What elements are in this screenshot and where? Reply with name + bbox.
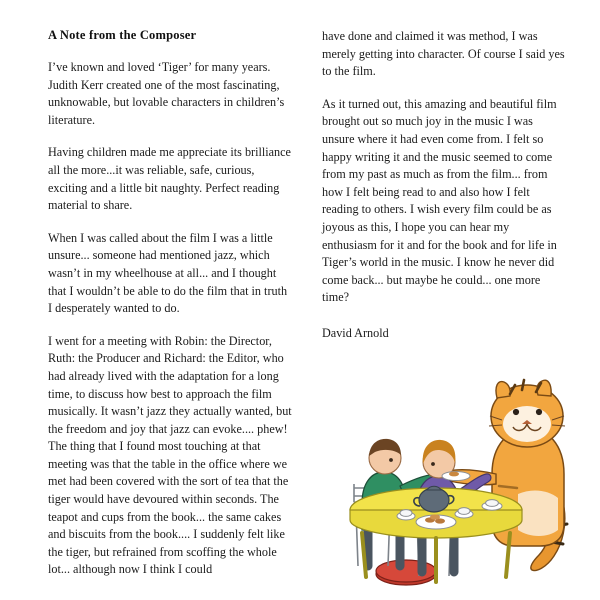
paragraph: I’ve known and loved ‘Tiger’ for many years. Judith Kerr created one of the most fascinating, unknowable, but lovable characters in children’s literature.: [48, 60, 285, 127]
tiger-tea-party-illustration: [296, 324, 582, 592]
right-column: [322, 28, 566, 343]
paragraph: I went for a meeting with Robin: the Director, Ruth: the Producer and Richard: the Editor, who had already lived with the adaptation for a long time, to discuss how best to approach the film musically. It wasn’t jazz they actually wanted, but the freedom and joy that jazz can evoke.... phew! The thing that I found most touching at that meeting was that the table in the office where we met had been covered with the sort of tea that the tiger would have devoured within seconds. The teapot and cups from the book... the same cakes and biscuits from the book.... I suddenly felt like the tiger, but refrained from scoffing the whole lot... although now I think I could: [48, 333, 292, 577]
signature: David Arnold: [322, 325, 389, 340]
paragraph: have done and claimed it was method, I was merely getting into character. Of course I said yes to the film.: [322, 29, 565, 79]
paragraph: When I was called about the film I was a little unsure... someone had mentioned jazz, which wasn’t in my wheelhouse at all... and I thought that I wouldn’t be able to do the film that in truth I desperately wanted to do.: [48, 230, 288, 316]
left-column: [48, 28, 292, 579]
paragraph: As it turned out, this amazing and beautiful film brought out so much joy in the music I was unsure where it had even come from. I felt so happy writing it and the music seemed to come from my past as much as from the film... from how I felt being read to and also how I felt reading to others. I wish every film could be as joyous as this, I hope you can hear my enthusiasm for it and for the book and for life in Tiger’s world in the music. I know he never did come back... but maybe he could... one more time?: [322, 96, 557, 305]
page-title: A Note from the Composer: [48, 28, 197, 42]
paragraph: Having children made me appreciate its brilliance all the more...it was reliable, safe, curious, exciting and a little bit naughty. Perfect reading material to share.: [48, 145, 291, 213]
